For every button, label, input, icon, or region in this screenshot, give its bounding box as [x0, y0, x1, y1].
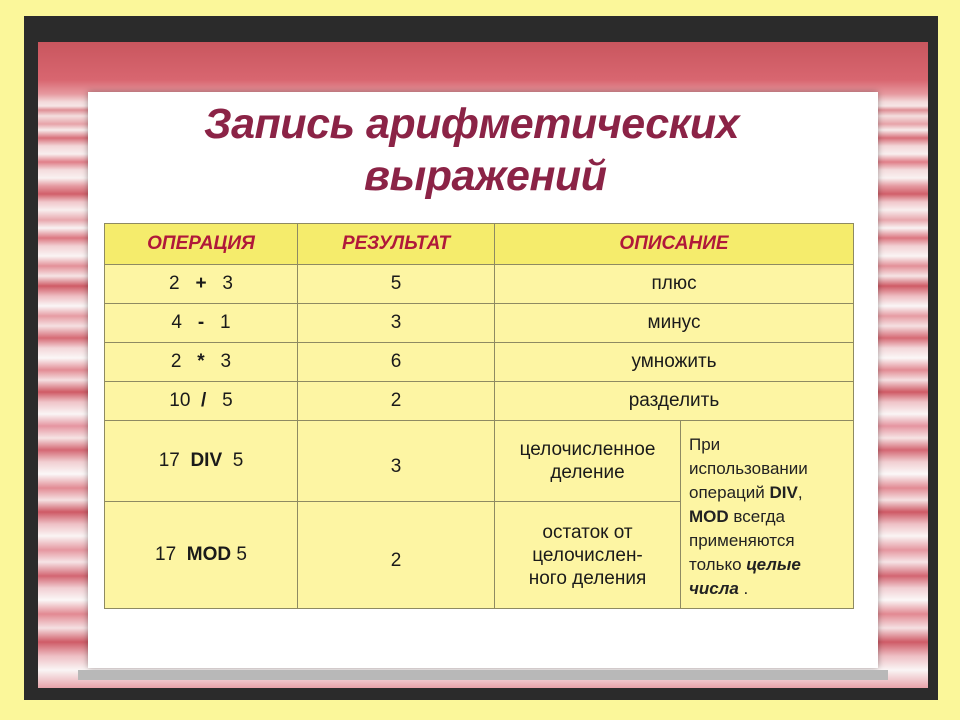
header-result: РЕЗУЛЬТАТ [298, 224, 495, 265]
operator-sign: + [195, 273, 207, 294]
table-row [105, 343, 854, 382]
note-keyword-mod: MOD [689, 507, 729, 526]
header-description: ОПИСАНИЕ [495, 224, 854, 265]
table-row [105, 304, 854, 343]
result-cell: 5 [298, 265, 495, 304]
operand-right: 1 [220, 312, 231, 333]
description-line: целочисленное [519, 439, 656, 460]
header-operation: ОПЕРАЦИЯ [105, 224, 298, 265]
operation-cell [105, 421, 298, 502]
result-cell: 2 [298, 502, 495, 609]
result-cell: 3 [298, 421, 495, 502]
operand-right: 5 [232, 450, 244, 471]
description-line: ного деления [528, 567, 647, 589]
operator-sign: DIV [190, 450, 223, 471]
operand-right: 3 [220, 351, 232, 372]
description-cell: разделить [495, 382, 854, 421]
note-text: , [797, 483, 803, 502]
operand-right: 5 [236, 544, 247, 565]
result-cell: 2 [298, 382, 495, 421]
note-text: применяются [689, 531, 795, 550]
operand-left: 2 [170, 351, 182, 372]
description-cell: умножить [495, 343, 854, 382]
description-cell: плюс [495, 265, 854, 304]
description-cell: минус [495, 304, 854, 343]
table-header-row [105, 224, 854, 265]
operation-cell [105, 343, 298, 382]
note-emphasis: числа [689, 579, 739, 598]
note-text: использовании [689, 459, 808, 478]
table-row [105, 421, 854, 502]
title-line-1: Запись арифметических [204, 100, 740, 148]
operator-sign: - [197, 312, 205, 333]
operator-sign: * [197, 351, 205, 372]
operator-sign: / [201, 390, 207, 411]
operation-cell [105, 382, 298, 421]
note-text: . [743, 579, 749, 598]
note-text: При [689, 435, 721, 454]
description-line: деление [550, 462, 625, 483]
operand-left: 10 [169, 390, 191, 411]
note-text: только [689, 555, 742, 574]
note-cell [681, 421, 854, 609]
operand-right: 5 [222, 390, 233, 411]
note-text: всегда [733, 507, 786, 526]
operations-table [104, 223, 854, 609]
result-cell: 3 [298, 304, 495, 343]
note-text: операций [689, 483, 765, 502]
operand-left: 17 [155, 544, 177, 565]
description-line: остаток от [542, 521, 633, 543]
note-emphasis: целые [746, 555, 801, 574]
description-cell [495, 421, 681, 502]
operand-left: 2 [169, 273, 180, 294]
operation-cell [105, 502, 298, 609]
operand-right: 3 [222, 273, 233, 294]
description-line: целочислен- [532, 544, 643, 566]
note-keyword-div: DIV [769, 483, 798, 502]
operand-left: 17 [158, 450, 180, 471]
description-cell [495, 502, 681, 609]
result-cell: 6 [298, 343, 495, 382]
table-row [105, 265, 854, 304]
table-row [105, 382, 854, 421]
operand-left: 4 [171, 312, 182, 333]
operation-cell [105, 304, 298, 343]
operator-sign: MOD [186, 544, 232, 565]
operation-cell [105, 265, 298, 304]
slide-title [118, 98, 758, 202]
title-line-2: выражений [364, 152, 607, 200]
